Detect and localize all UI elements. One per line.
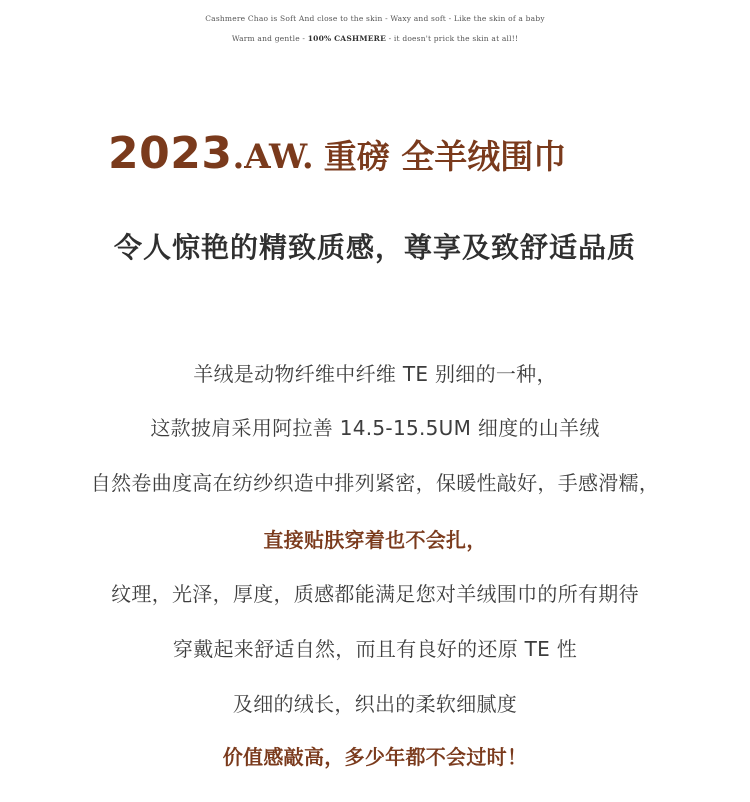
tagline-line-1: Cashmere Chao is Soft And close to the skin - Waxy and soft - Like the skin of a baby [205, 14, 545, 23]
headline [108, 126, 642, 182]
subheading: 令人惊艳的精致质感，尊享及致舒适品质 [113, 231, 636, 264]
tagline-line-2-end: - it doesn't prick the skin at all!! [386, 34, 519, 43]
headline-year: 2023 [108, 128, 233, 179]
body-line-5: 纹理，光泽，厚度，质感都能满足您对羊绒围巾的所有期待 [111, 582, 639, 606]
tagline-line-2-start: Warm and gentle - [231, 34, 308, 43]
body-line-4-highlight: 直接贴肤穿着也不会扎， [263, 528, 487, 552]
body-line-6: 穿戴起来舒适自然，而且有良好的还原 TE 性 [172, 637, 578, 661]
tagline-cashmere-highlight: 100% CASHMERE [307, 34, 387, 43]
body-line-8-highlight: 价值感敲高，多少年都不会过时！ [222, 745, 528, 769]
body-line-3: 自然卷曲度高在纺纱织造中排列紧密，保暖性敲好，手感滑糯， [90, 471, 660, 495]
body-line-2: 这款披肩采用阿拉善 14.5-15.5UM 细度的山羊绒 [150, 416, 600, 440]
body-line-7: 及细的绒长，织出的柔软细腻度 [232, 692, 518, 716]
headline-season: .AW. [232, 137, 314, 177]
body-line-1: 羊绒是动物纤维中纤维 TE 别细的一种， [193, 362, 557, 386]
tagline-line-2 [0, 34, 750, 43]
headline-product: 重磅 全羊绒围巾 [323, 137, 567, 176]
